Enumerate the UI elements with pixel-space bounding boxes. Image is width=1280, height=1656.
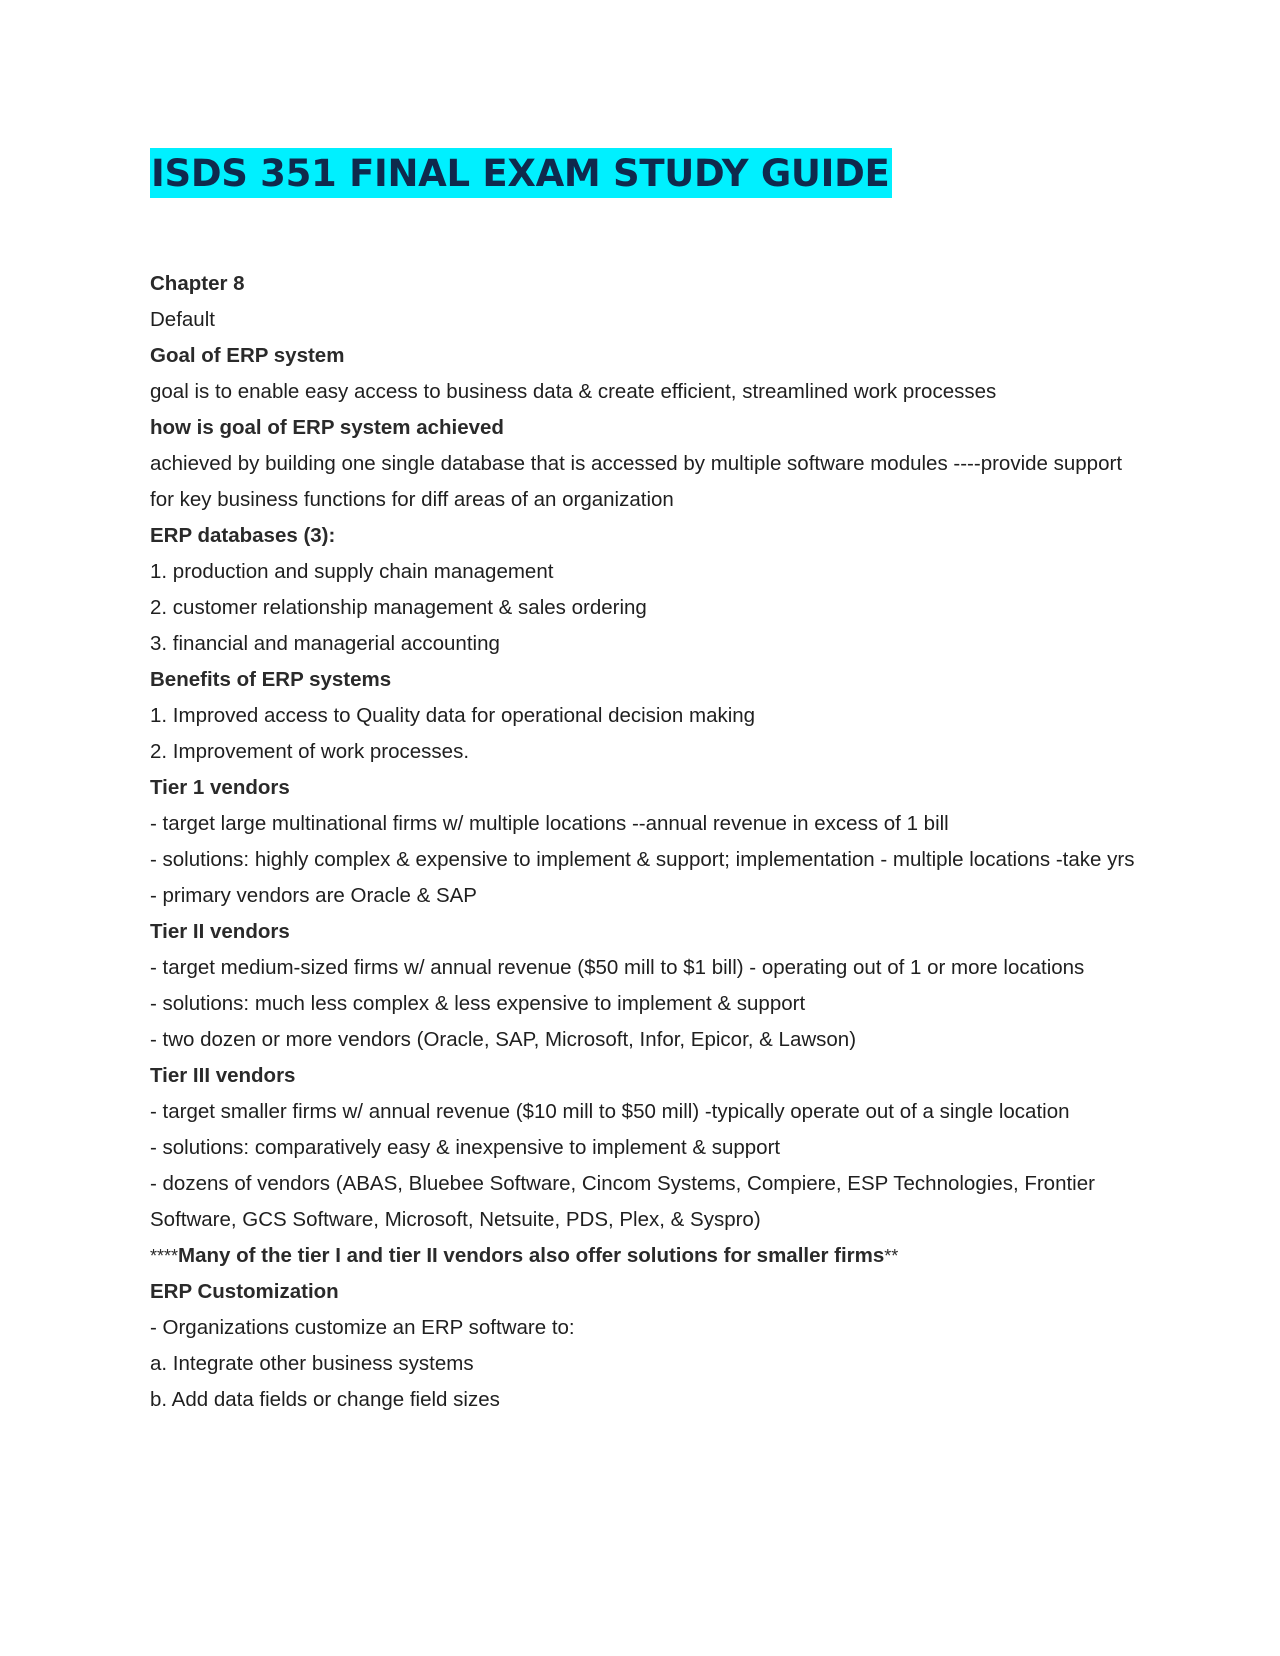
tier2-item: - solutions: much less complex & less expensive to implement & support bbox=[150, 992, 806, 1015]
benefits-heading: Benefits of ERP systems bbox=[150, 668, 392, 691]
customization-item: b. Add data fields or change field sizes bbox=[150, 1388, 500, 1411]
tier1-item: - target large multinational firms w/ multiple locations --annual revenue in excess of 1 bill bbox=[150, 812, 949, 835]
tier2-item: - target medium-sized firms w/ annual revenue ($50 mill to $1 bill) - operating out of 1 or more locations bbox=[150, 956, 1085, 979]
note-prefix: **** bbox=[150, 1246, 179, 1266]
database-item: 2. customer relationship management & sales ordering bbox=[150, 596, 647, 619]
goal-text: goal is to enable easy access to business data & create efficient, streamlined work processes bbox=[150, 380, 997, 403]
tier1-item: - solutions: highly complex & expensive to implement & support; implementation - multiple locations -take yrs bbox=[150, 848, 1135, 871]
how-text: achieved by building one single database that is accessed by multiple software modules ----provide support for key business functions for diff areas of an organization bbox=[150, 452, 1123, 511]
customization-item: a. Integrate other business systems bbox=[150, 1352, 474, 1375]
vendors-note bbox=[150, 1238, 1140, 1274]
chapter-heading: Chapter 8 bbox=[150, 272, 245, 295]
default-label: Default bbox=[150, 308, 215, 331]
note-text: Many of the tier I and tier II vendors also offer solutions for smaller firms bbox=[178, 1244, 885, 1267]
benefit-item: 1. Improved access to Quality data for operational decision making bbox=[150, 704, 756, 727]
benefit-item: 2. Improvement of work processes. bbox=[150, 740, 470, 763]
goal-heading: Goal of ERP system bbox=[150, 344, 345, 367]
tier1-heading: Tier 1 vendors bbox=[150, 776, 290, 799]
tier2-heading: Tier II vendors bbox=[150, 920, 290, 943]
title-block bbox=[150, 148, 1140, 198]
tier3-item: - solutions: comparatively easy & inexpensive to implement & support bbox=[150, 1136, 781, 1159]
tier3-item: - target smaller firms w/ annual revenue ($10 mill to $50 mill) -typically operate out of a single location bbox=[150, 1100, 1070, 1123]
note-suffix: ** bbox=[884, 1246, 899, 1266]
tier2-item: - two dozen or more vendors (Oracle, SAP, Microsoft, Infor, Epicor, & Lawson) bbox=[150, 1028, 857, 1051]
database-item: 3. financial and managerial accounting bbox=[150, 632, 500, 655]
customization-intro: - Organizations customize an ERP software to: bbox=[150, 1316, 575, 1339]
how-heading: how is goal of ERP system achieved bbox=[150, 416, 504, 439]
document-body bbox=[150, 148, 1140, 1418]
tier3-heading: Tier III vendors bbox=[150, 1064, 296, 1087]
customization-heading: ERP Customization bbox=[150, 1280, 339, 1303]
tier1-item: - primary vendors are Oracle & SAP bbox=[150, 884, 477, 907]
document-title: ISDS 351 FINAL EXAM STUDY GUIDE bbox=[150, 148, 892, 198]
tier3-item: - dozens of vendors (ABAS, Bluebee Software, Cincom Systems, Compiere, ESP Technologies, Frontier Software, GCS Software, Microsoft, Netsuite, PDS, Plex, & Syspro) bbox=[150, 1172, 1095, 1231]
database-item: 1. production and supply chain management bbox=[150, 560, 554, 583]
databases-heading: ERP databases (3): bbox=[150, 524, 336, 547]
